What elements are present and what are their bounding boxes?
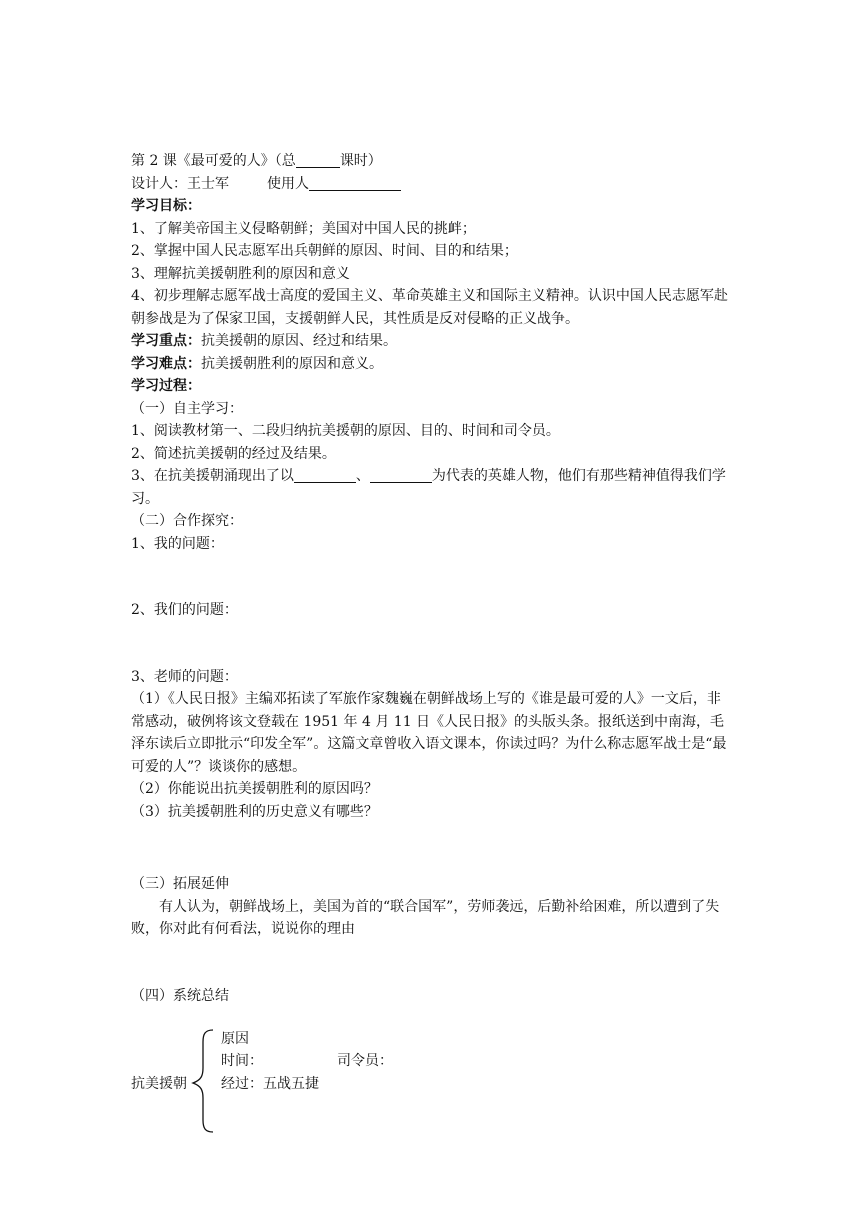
difficulty (131, 353, 731, 376)
summary-diagram (131, 1028, 631, 1138)
self-study-heading: （一）自主学习： (131, 400, 243, 417)
hero-blank-1[interactable] (294, 466, 356, 483)
teacher-question: 3、老师的问题： (131, 668, 238, 685)
title-prefix: 第 2 课《最可爱的人》（总 (131, 153, 296, 169)
extension-text: 有人认为，朝鲜战场上，美国为首的“联合国军”，劳师袭远，后勤补给困难，所以遭到了失败，你对此有何看法，说说你的理由 (131, 898, 720, 937)
self-study-item: 2、简述抗美援朝的经过及结果。 (131, 445, 336, 462)
author-line (131, 173, 731, 196)
key-point-text: 抗美援朝的原因、经过和结果。 (201, 333, 397, 349)
our-question: 2、我们的问题： (131, 602, 238, 618)
summary-heading: （四）系统总结 (131, 987, 229, 1004)
teacher-sub-question: （1）《人民日报》主编邓拓读了军旅作家魏巍在朝鲜战场上写的《谁是最可爱的人》一文后，非常感动，破例将该文登载在 1951 年 4 月 11 日《人民日报》的头版头条。报纸送到中南海，毛泽东读后立即批示“印发全军”。这篇文章曾收入语文课本，你读过吗？为什么称志愿军战士是“最可爱的人”？谈谈你的感想。 (131, 691, 727, 775)
self-study-item: 1、阅读教材第一、二段归纳抗美援朝的原因、目的、时间和司令员。 (131, 423, 560, 439)
summary-time: 时间： (221, 1053, 263, 1069)
item3-mid: 、 (355, 468, 370, 484)
summary-reason: 原因 (221, 1031, 249, 1047)
my-question: 1、我的问题： (131, 535, 224, 552)
lesson-title (131, 150, 731, 173)
key-point-label: 学习重点： (131, 333, 201, 349)
extension-heading: （三）拓展延伸 (131, 876, 229, 892)
objective-item: 4、初步理解志愿军战士高度的爱国主义、革命英雄主义和国际主义精神。认识中国人民志愿军赴朝参战是为了保家卫国，支援朝鲜人民，其性质是反对侵略的正义战争。 (131, 288, 728, 327)
summary-topic: 抗美援朝 (131, 1076, 187, 1092)
item3-suffix: 为代表的英雄人物，他们有那些精神值得我们学习。 (131, 468, 726, 507)
objective-item: 2、掌握中国人民志愿军出兵朝鲜的原因、时间、目的和结果； (131, 243, 518, 259)
objectives-heading: 学习目标： (131, 198, 201, 214)
cooperation-heading: （二）合作探究： (131, 513, 243, 529)
objective-item: 3、理解抗美援朝胜利的原因和意义 (131, 265, 350, 282)
difficulty-text: 抗美援朝胜利的原因和意义。 (201, 355, 383, 372)
objective-item: 1、了解美帝国主义侵略朝鲜；美国对中国人民的挑衅； (131, 220, 476, 237)
self-study-item (131, 465, 731, 510)
total-hours-blank[interactable] (296, 151, 340, 168)
process-heading: 学习过程： (131, 378, 201, 394)
item3-prefix: 3、在抗美援朝涌现出了以 (131, 468, 294, 484)
user-label: 使用人 (267, 175, 309, 192)
hero-blank-2[interactable] (370, 466, 432, 483)
difficulty-label: 学习难点： (131, 355, 201, 372)
worksheet (131, 150, 731, 1007)
designer: 设计人：王士军 (131, 175, 229, 192)
teacher-sub-question: （3）抗美援朝胜利的历史意义有哪些？ (131, 803, 378, 820)
key-point (131, 330, 731, 353)
title-suffix: 课时） (339, 153, 382, 169)
summary-commander: 司令员： (337, 1053, 393, 1069)
user-blank[interactable] (309, 174, 401, 191)
teacher-sub-question: （2）你能说出抗美援朝胜利的原因吗？ (131, 781, 378, 797)
summary-process: 经过：五战五捷 (221, 1076, 319, 1092)
